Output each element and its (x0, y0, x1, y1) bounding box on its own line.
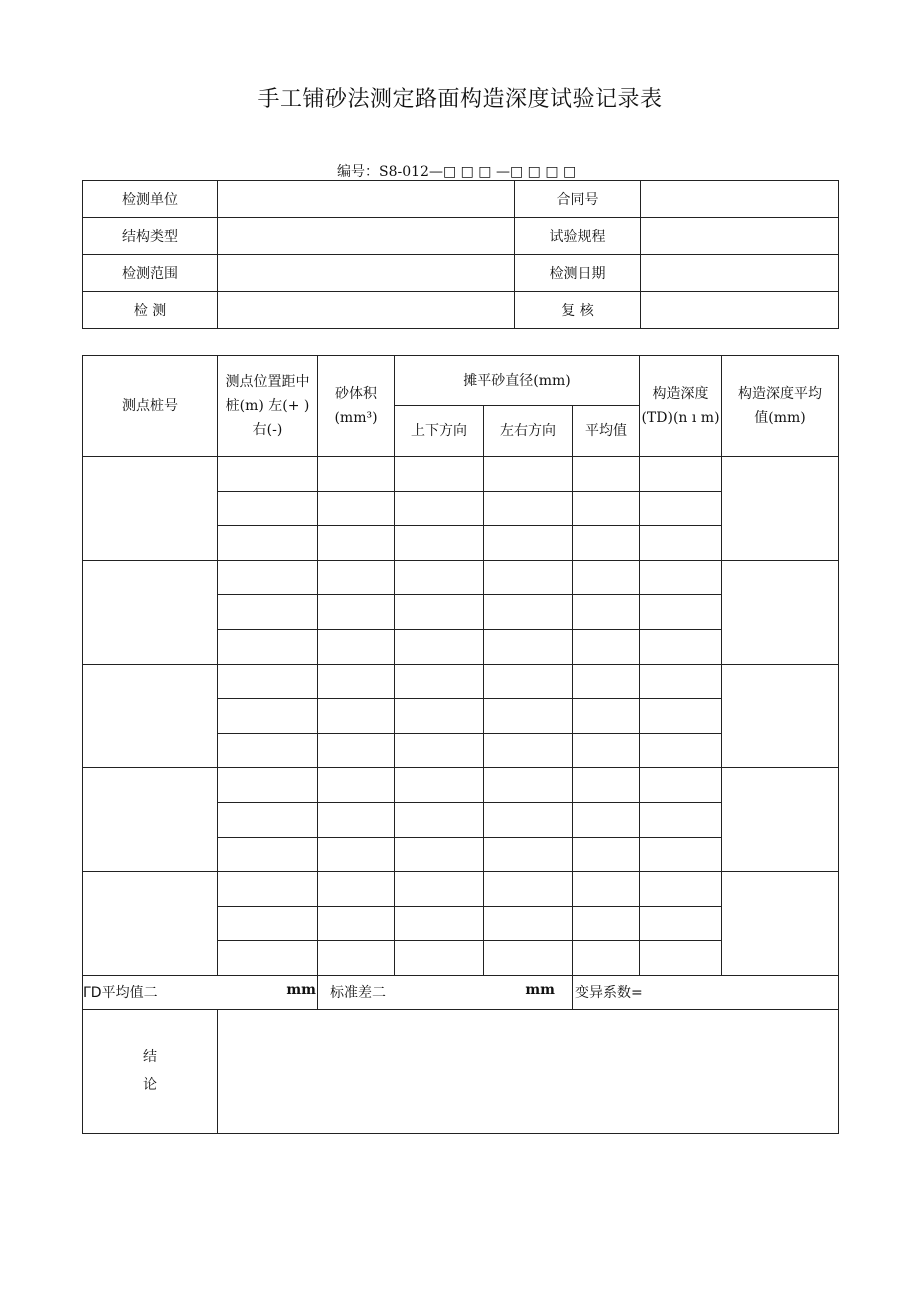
header-volume (318, 356, 395, 457)
average-diameter-cell[interactable] (573, 837, 640, 872)
vertical-diameter-cell[interactable] (395, 802, 484, 837)
conclusion-row (83, 1009, 839, 1133)
position-cell[interactable] (218, 906, 318, 941)
header-volume-line: 砂体积 (335, 386, 377, 402)
cv-label: 变异系数= (575, 985, 643, 1002)
header-td-avg-line: 构造深度平均 (738, 386, 823, 402)
vertical-diameter-cell[interactable] (395, 560, 484, 595)
volume-cell[interactable] (318, 941, 395, 976)
vertical-diameter-cell[interactable] (395, 699, 484, 734)
position-cell[interactable] (218, 733, 318, 768)
position-cell[interactable] (218, 941, 318, 976)
table-row (83, 664, 839, 699)
info-label: 检测范围 (83, 255, 218, 292)
average-diameter-cell[interactable] (573, 526, 640, 561)
info-value-field[interactable] (641, 255, 839, 292)
volume-cell[interactable] (318, 699, 395, 734)
volume-cell[interactable] (318, 664, 395, 699)
vertical-diameter-cell[interactable] (395, 629, 484, 664)
data-rows (83, 457, 839, 976)
vertical-diameter-cell[interactable] (395, 941, 484, 976)
cv-summary (573, 975, 839, 1009)
td-average-label: ΓD平均值二 (83, 985, 158, 1002)
td-cell[interactable] (640, 733, 722, 768)
vertical-diameter-cell[interactable] (395, 837, 484, 872)
horizontal-diameter-cell[interactable] (484, 699, 573, 734)
volume-cell[interactable] (318, 526, 395, 561)
info-value-field[interactable] (218, 255, 515, 292)
info-label: 结构类型 (83, 218, 218, 255)
td-cell[interactable] (640, 595, 722, 630)
position-cell[interactable] (218, 768, 318, 803)
info-value-field[interactable] (641, 292, 839, 329)
info-value-field[interactable] (218, 218, 515, 255)
info-label: 复 核 (515, 292, 641, 329)
horizontal-diameter-cell[interactable] (484, 802, 573, 837)
position-cell[interactable] (218, 457, 318, 492)
header-td (640, 356, 722, 457)
volume-cell[interactable] (318, 560, 395, 595)
horizontal-diameter-cell[interactable] (484, 906, 573, 941)
std-dev-summary (318, 975, 573, 1009)
info-row (83, 181, 839, 218)
average-diameter-cell[interactable] (573, 457, 640, 492)
position-cell[interactable] (218, 802, 318, 837)
td-average-cell[interactable] (722, 457, 839, 561)
td-cell[interactable] (640, 560, 722, 595)
info-label: 检 测 (83, 292, 218, 329)
vertical-diameter-cell[interactable] (395, 491, 484, 526)
station-cell[interactable] (83, 457, 218, 561)
td-cell[interactable] (640, 664, 722, 699)
average-diameter-cell[interactable] (573, 906, 640, 941)
average-diameter-cell[interactable] (573, 802, 640, 837)
info-value-field[interactable] (641, 181, 839, 218)
position-cell[interactable] (218, 699, 318, 734)
header-td-line: 构造深度 (652, 386, 709, 402)
horizontal-diameter-cell[interactable] (484, 941, 573, 976)
average-diameter-cell[interactable] (573, 664, 640, 699)
td-cell[interactable] (640, 906, 722, 941)
conclusion-char: 论 (143, 1077, 157, 1094)
position-cell[interactable] (218, 872, 318, 907)
horizontal-diameter-cell[interactable] (484, 560, 573, 595)
info-label: 合同号 (515, 181, 641, 218)
header-diameter: 摊平砂直径(mm) (395, 356, 640, 406)
station-cell[interactable] (83, 560, 218, 664)
conclusion-char: 结 (143, 1049, 157, 1066)
volume-cell[interactable] (318, 629, 395, 664)
header-position-line: 桩(m) 左(+ ) (225, 398, 310, 414)
horizontal-diameter-cell[interactable] (484, 629, 573, 664)
volume-cell[interactable] (318, 872, 395, 907)
header-average: 平均值 (573, 406, 640, 457)
td-cell[interactable] (640, 699, 722, 734)
header-vertical: 上下方向 (395, 406, 484, 457)
td-cell[interactable] (640, 526, 722, 561)
station-cell[interactable] (83, 664, 218, 768)
average-diameter-cell[interactable] (573, 595, 640, 630)
std-dev-label: 标准差二 (330, 985, 386, 1002)
horizontal-diameter-cell[interactable] (484, 733, 573, 768)
info-value-field[interactable] (641, 218, 839, 255)
vertical-diameter-cell[interactable] (395, 768, 484, 803)
table-row (83, 768, 839, 803)
header-row (83, 356, 839, 406)
td-average-cell[interactable] (722, 872, 839, 976)
info-row (83, 255, 839, 292)
average-diameter-cell[interactable] (573, 491, 640, 526)
position-cell[interactable] (218, 664, 318, 699)
horizontal-diameter-cell[interactable] (484, 595, 573, 630)
summary-row (83, 975, 839, 1009)
average-diameter-cell[interactable] (573, 872, 640, 907)
std-dev-unit: mm (525, 982, 555, 999)
position-cell[interactable] (218, 491, 318, 526)
vertical-diameter-cell[interactable] (395, 872, 484, 907)
td-cell[interactable] (640, 629, 722, 664)
info-row (83, 218, 839, 255)
header-horizontal: 左右方向 (484, 406, 573, 457)
td-cell[interactable] (640, 802, 722, 837)
position-cell[interactable] (218, 526, 318, 561)
volume-cell[interactable] (318, 733, 395, 768)
td-cell[interactable] (640, 768, 722, 803)
volume-cell[interactable] (318, 768, 395, 803)
td-cell[interactable] (640, 837, 722, 872)
vertical-diameter-cell[interactable] (395, 457, 484, 492)
page-title: 手工铺砂法测定路面构造深度试验记录表 (257, 87, 663, 112)
td-cell[interactable] (640, 941, 722, 976)
header-volume-unit: (mm³) (334, 410, 378, 426)
header-station: 测点桩号 (83, 356, 218, 457)
info-label: 检测单位 (83, 181, 218, 218)
volume-cell[interactable] (318, 457, 395, 492)
form-code (337, 161, 576, 181)
position-cell[interactable] (218, 837, 318, 872)
td-cell[interactable] (640, 457, 722, 492)
vertical-diameter-cell[interactable] (395, 595, 484, 630)
header-td-avg (722, 356, 839, 457)
td-average-cell[interactable] (722, 768, 839, 872)
horizontal-diameter-cell[interactable] (484, 872, 573, 907)
conclusion-field[interactable] (218, 1009, 839, 1133)
td-average-cell[interactable] (722, 664, 839, 768)
table-row (83, 560, 839, 595)
vertical-diameter-cell[interactable] (395, 733, 484, 768)
horizontal-diameter-cell[interactable] (484, 526, 573, 561)
horizontal-diameter-cell[interactable] (484, 491, 573, 526)
average-diameter-cell[interactable] (573, 560, 640, 595)
horizontal-diameter-cell[interactable] (484, 457, 573, 492)
horizontal-diameter-cell[interactable] (484, 664, 573, 699)
vertical-diameter-cell[interactable] (395, 906, 484, 941)
average-diameter-cell[interactable] (573, 629, 640, 664)
horizontal-diameter-cell[interactable] (484, 768, 573, 803)
volume-cell[interactable] (318, 837, 395, 872)
average-diameter-cell[interactable] (573, 699, 640, 734)
average-diameter-cell[interactable] (573, 733, 640, 768)
info-row (83, 292, 839, 329)
header-td-avg-unit: 值(mm) (754, 410, 806, 426)
conclusion-label (83, 1009, 218, 1133)
header-position-line: 测点位置距中 (225, 374, 310, 390)
table-row (83, 457, 839, 492)
average-diameter-cell[interactable] (573, 768, 640, 803)
td-cell[interactable] (640, 491, 722, 526)
header-position-line: 右(-) (252, 422, 283, 438)
td-average-cell[interactable] (722, 560, 839, 664)
volume-cell[interactable] (318, 906, 395, 941)
measurement-table (82, 355, 839, 1134)
form-code-value: S8-012—□ □ □ —□ □ □ □ (379, 164, 577, 180)
info-label: 试验规程 (515, 218, 641, 255)
vertical-diameter-cell[interactable] (395, 526, 484, 561)
info-label: 检测日期 (515, 255, 641, 292)
header-position (218, 356, 318, 457)
table-row (83, 872, 839, 907)
info-value-field[interactable] (218, 181, 515, 218)
position-cell[interactable] (218, 629, 318, 664)
form-code-label: 编号： (337, 164, 379, 180)
td-cell[interactable] (640, 872, 722, 907)
info-value-field[interactable] (218, 292, 515, 329)
volume-cell[interactable] (318, 491, 395, 526)
station-cell[interactable] (83, 872, 218, 976)
td-average-unit: mm (286, 982, 316, 999)
header-td-unit: (TD)(n ı m) (641, 410, 720, 426)
horizontal-diameter-cell[interactable] (484, 837, 573, 872)
position-cell[interactable] (218, 595, 318, 630)
volume-cell[interactable] (318, 595, 395, 630)
average-diameter-cell[interactable] (573, 941, 640, 976)
td-average-summary (83, 975, 318, 1009)
info-table (82, 180, 839, 329)
vertical-diameter-cell[interactable] (395, 664, 484, 699)
position-cell[interactable] (218, 560, 318, 595)
station-cell[interactable] (83, 768, 218, 872)
volume-cell[interactable] (318, 802, 395, 837)
